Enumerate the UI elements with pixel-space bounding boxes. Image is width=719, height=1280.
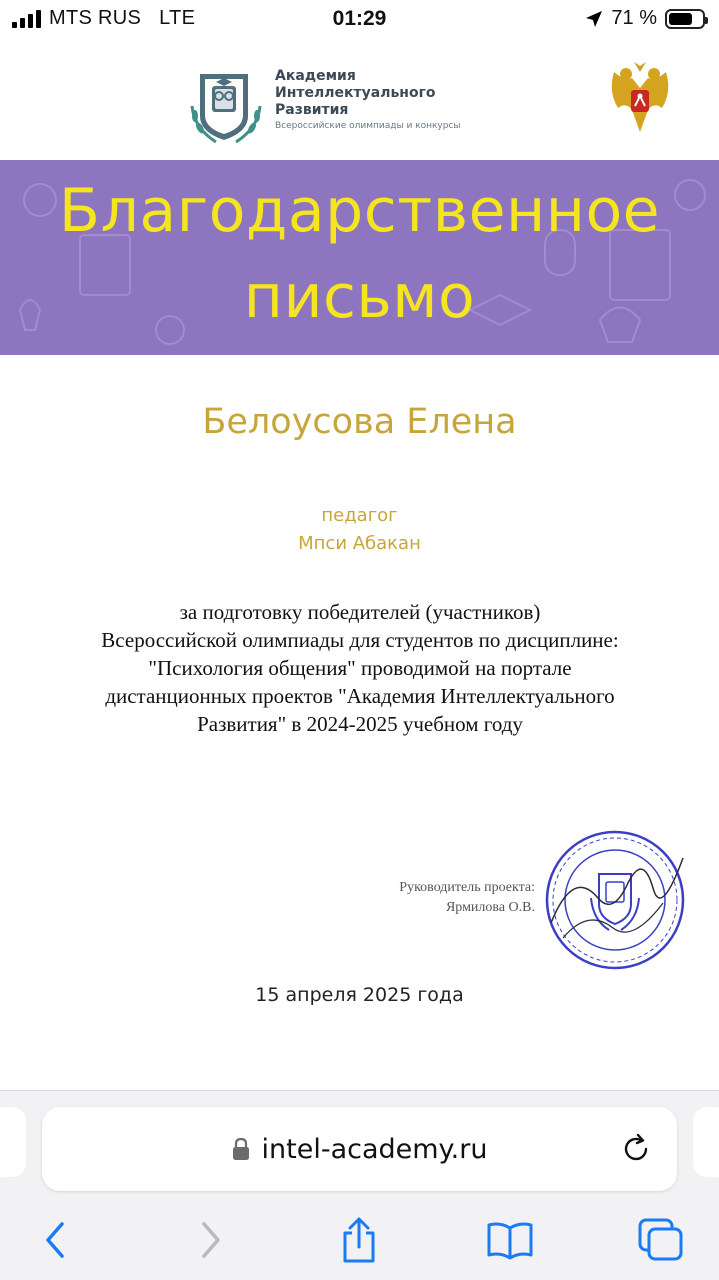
signature-block [300,878,535,918]
status-right [585,7,705,30]
next-tab-preview[interactable] [693,1107,719,1177]
issue-date: 15 апреля 2025 года [255,984,464,1006]
official-stamp-icon [543,828,688,973]
address-content [42,1107,677,1191]
body-line-5: Развития" в 2024-2025 учебном году [197,712,523,736]
recipient-name: Белоусова Елена [202,402,517,442]
battery-percent: 71 % [611,7,657,29]
carrier-name: MTS RUS [49,7,142,29]
title-line-2: письмо [243,262,476,332]
body-line-2: Всероссийской олимпиады для студентов по дисциплине: [101,628,619,652]
certificate-title [0,168,719,340]
book-icon [486,1220,534,1260]
reload-icon[interactable] [619,1132,653,1166]
signer-title: Руководитель проекта: [399,880,535,895]
tabs-icon [638,1218,684,1262]
signer-name: Ярмилова О.В. [445,900,535,915]
back-button[interactable] [30,1215,80,1265]
body-line-1: за подготовку победителей (участников) [179,600,541,624]
logo-line-1: Академия [275,68,356,84]
body-line-4: дистанционных проектов "Академия Интеллектуального [105,684,615,708]
forward-button[interactable] [186,1215,236,1265]
status-bar [0,0,719,40]
battery-level [669,13,692,25]
coat-of-arms-icon [604,58,676,138]
logo-line-2: Интеллектуального [275,85,436,101]
share-icon [339,1217,379,1263]
chevron-left-icon [40,1220,70,1260]
recipient-role: педагог [321,505,398,526]
logo-subtitle: Всероссийские олимпиады и конкурсы [275,121,461,131]
certificate-page [0,40,719,1090]
location-arrow-icon [585,10,603,28]
battery-icon [665,9,705,29]
body-line-3: "Психология общения" проводимой на портале [148,656,572,680]
browser-toolbar [0,1090,719,1280]
address-bar[interactable] [42,1107,677,1191]
recipient-organization: Мпси Абакан [298,533,421,554]
lock-icon [232,1137,250,1161]
title-banner [0,160,719,355]
certificate-body [40,598,680,738]
network-type: LTE [159,7,196,29]
recipient-details [0,502,719,558]
logo-line-3: Развития [275,102,349,118]
academy-name [275,68,461,131]
academy-logo-icon [186,66,266,146]
navigation-row [0,1209,719,1269]
bookmarks-button[interactable] [485,1215,535,1265]
url-text: intel-academy.ru [261,1133,488,1165]
chevron-right-icon [196,1220,226,1260]
previous-tab-preview[interactable] [0,1107,26,1177]
tabs-button[interactable] [636,1215,686,1265]
share-button[interactable] [334,1215,384,1265]
clock: 01:29 [332,7,387,30]
title-line-1: Благодарственное [58,176,661,246]
